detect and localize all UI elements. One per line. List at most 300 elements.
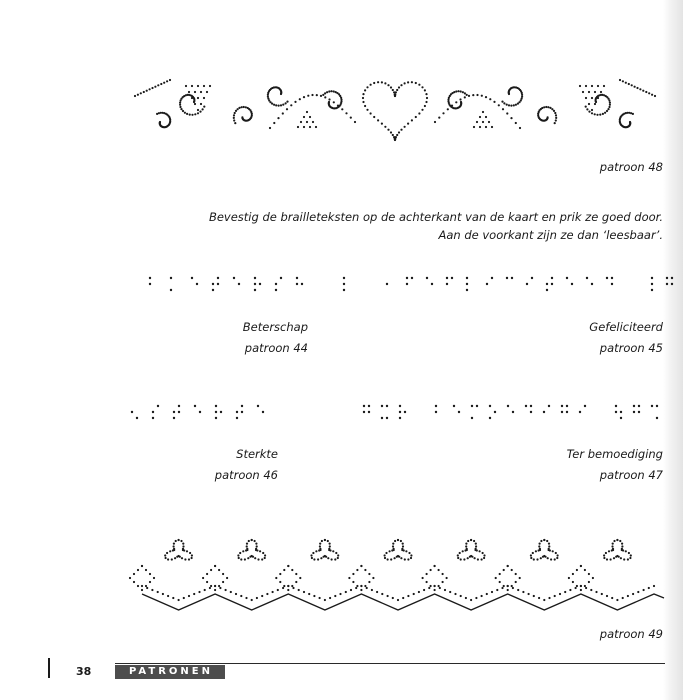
pin-dot xyxy=(407,558,409,560)
pin-dot xyxy=(311,94,313,96)
pin-dot xyxy=(619,79,621,81)
pin-dot xyxy=(343,289,345,291)
pin-dot xyxy=(434,565,436,567)
pin-dot xyxy=(496,589,498,591)
pin-dot xyxy=(254,557,256,559)
pin-dot xyxy=(462,91,464,93)
pin-dot xyxy=(381,405,383,407)
pin-dot xyxy=(622,80,624,82)
pin-dot xyxy=(256,597,258,599)
pin-dot xyxy=(275,289,277,291)
pin-dot xyxy=(546,540,548,542)
pin-dot xyxy=(552,550,554,552)
pin-dot xyxy=(233,277,235,279)
pin-dot xyxy=(309,116,311,118)
pin-dot xyxy=(241,405,243,407)
pin-dot xyxy=(236,417,238,419)
pin-dot xyxy=(143,91,145,93)
pin-dot xyxy=(521,98,523,100)
pin-dot xyxy=(384,554,386,556)
pin-dot xyxy=(214,565,216,567)
pin-dot xyxy=(554,595,556,597)
pin-dot xyxy=(594,91,596,93)
pin-dot xyxy=(381,593,383,595)
pin-dot xyxy=(472,94,474,96)
pin-dot xyxy=(506,277,508,279)
section-tab: PATRONEN xyxy=(115,665,225,679)
pin-dot xyxy=(363,411,365,413)
pin-dot xyxy=(621,545,623,547)
pin-dot xyxy=(320,95,322,97)
pin-dot xyxy=(446,283,448,285)
pin-dot xyxy=(586,277,588,279)
pin-dot xyxy=(426,573,428,575)
pin-dot xyxy=(189,114,191,116)
pin-dot xyxy=(241,411,243,413)
pin-dot xyxy=(594,103,596,105)
pin-dot xyxy=(165,557,167,559)
pin-dot xyxy=(485,116,487,118)
pattern-45-braille xyxy=(385,275,665,297)
pin-dot xyxy=(328,90,330,92)
pin-dot xyxy=(197,109,199,111)
pin-dot xyxy=(267,94,269,96)
pin-dot xyxy=(408,552,410,554)
pin-dot xyxy=(356,585,358,587)
pin-dot xyxy=(425,93,427,95)
pin-dot xyxy=(334,595,336,597)
pin-dot xyxy=(166,552,168,554)
pin-dot xyxy=(313,558,315,560)
pin-dot xyxy=(457,90,459,92)
pin-dot xyxy=(145,585,147,587)
pin-dot xyxy=(611,277,613,279)
pin-dot xyxy=(133,581,135,583)
pin-dot xyxy=(136,417,138,419)
pin-dot xyxy=(535,550,537,552)
pin-dot xyxy=(460,558,462,560)
pin-dot xyxy=(605,552,607,554)
pin-dot xyxy=(633,411,635,413)
pin-dot xyxy=(173,543,175,545)
pin-dot xyxy=(197,85,199,87)
pin-dot xyxy=(319,597,321,599)
pin-dot xyxy=(261,558,263,560)
pin-dot xyxy=(606,110,608,112)
pin-dot xyxy=(209,587,211,589)
pin-dot xyxy=(522,591,524,593)
pin-dot xyxy=(397,599,399,601)
pin-dot xyxy=(282,112,284,114)
pin-dot xyxy=(368,581,370,583)
pin-dot xyxy=(608,106,610,108)
braille-instructions xyxy=(209,208,663,244)
pin-dot xyxy=(471,405,473,407)
pin-dot xyxy=(290,104,292,106)
pin-dot xyxy=(327,540,329,542)
pin-dot xyxy=(384,557,386,559)
pin-dot xyxy=(233,119,235,121)
pin-dot xyxy=(402,597,404,599)
pin-dot xyxy=(173,417,175,419)
pin-dot xyxy=(543,411,545,413)
pin-dot xyxy=(360,565,362,567)
pin-dot xyxy=(186,113,188,115)
pin-dot xyxy=(156,113,158,115)
pin-dot xyxy=(350,117,352,119)
pin-dot xyxy=(619,540,621,542)
pin-dot xyxy=(407,123,409,125)
pin-dot xyxy=(234,112,236,114)
pin-dot xyxy=(470,539,472,541)
pin-dot xyxy=(533,558,535,560)
zigzag-line xyxy=(142,594,664,610)
pin-dot xyxy=(568,577,570,579)
pin-dot xyxy=(194,113,196,115)
pin-dot xyxy=(671,277,673,279)
pin-dot xyxy=(256,545,258,547)
pin-dot xyxy=(464,96,466,98)
pin-dot xyxy=(603,85,605,87)
pin-dot xyxy=(481,595,483,597)
pin-dot xyxy=(294,101,296,103)
pin-dot xyxy=(321,540,323,542)
pin-dot xyxy=(334,558,336,560)
caption-pattern-46 xyxy=(215,447,278,482)
pin-dot xyxy=(137,94,139,96)
pin-dot xyxy=(286,108,288,110)
pin-dot xyxy=(491,126,493,128)
pattern-45-number: patroon 45 xyxy=(599,341,663,355)
pin-dot xyxy=(584,569,586,571)
pin-dot xyxy=(613,540,615,542)
pin-dot xyxy=(257,558,259,560)
pin-dot xyxy=(370,112,372,114)
pin-dot xyxy=(425,101,427,103)
pin-dot xyxy=(533,595,535,597)
pin-dot xyxy=(163,82,165,84)
pin-dot xyxy=(225,589,227,591)
pin-dot xyxy=(398,86,400,88)
pin-dot xyxy=(264,554,266,556)
pin-dot xyxy=(418,591,420,593)
pin-dot xyxy=(390,558,392,560)
pin-dot xyxy=(638,411,640,413)
pin-dot xyxy=(546,289,548,291)
pin-dot xyxy=(495,577,497,579)
pin-dot xyxy=(406,277,408,279)
pin-dot xyxy=(352,573,354,575)
pin-dot xyxy=(634,86,636,88)
pin-dot xyxy=(482,111,484,113)
pin-dot xyxy=(494,411,496,413)
pin-dot xyxy=(210,585,212,587)
pin-dot xyxy=(548,597,550,599)
pin-dot xyxy=(592,577,594,579)
pin-dot xyxy=(343,277,345,279)
pin-dot xyxy=(540,540,542,542)
pattern-47-number: patroon 47 xyxy=(599,468,663,482)
pattern-48-number: patroon 48 xyxy=(599,160,663,174)
pin-dot xyxy=(362,101,364,103)
pin-dot xyxy=(137,585,139,587)
pin-dot xyxy=(666,277,668,279)
pin-dot xyxy=(671,283,673,285)
pin-dot xyxy=(498,104,500,106)
pin-dot xyxy=(430,585,432,587)
pin-dot xyxy=(400,557,402,559)
pin-dot xyxy=(174,557,176,559)
pattern-47-braille xyxy=(362,403,667,425)
pin-dot xyxy=(651,405,653,407)
pin-dot xyxy=(485,96,487,98)
pin-dot xyxy=(612,548,614,550)
pin-dot xyxy=(411,81,413,83)
pin-dot xyxy=(411,119,413,121)
pin-dot xyxy=(363,405,365,407)
pin-dot xyxy=(538,545,540,547)
pin-dot xyxy=(203,85,205,87)
pin-dot xyxy=(251,599,253,601)
pin-dot xyxy=(467,540,469,542)
pin-dot xyxy=(214,585,216,587)
pin-dot xyxy=(643,589,645,591)
pin-dot xyxy=(308,593,310,595)
pin-dot xyxy=(329,545,331,547)
pin-dot xyxy=(255,543,257,545)
pin-dot xyxy=(157,405,159,407)
pin-dot xyxy=(262,411,264,413)
pin-dot xyxy=(392,134,394,136)
pin-dot xyxy=(434,589,436,591)
pin-dot xyxy=(438,569,440,571)
pin-dot xyxy=(517,589,519,591)
pin-dot xyxy=(548,543,550,545)
pin-dot xyxy=(295,581,297,583)
pin-dot xyxy=(404,558,406,560)
pin-dot xyxy=(329,597,331,599)
pin-dot xyxy=(173,411,175,413)
pin-dot xyxy=(470,599,472,601)
pin-dot xyxy=(458,411,460,413)
pin-dot xyxy=(447,108,449,110)
pin-dot xyxy=(364,585,366,587)
pin-dot xyxy=(559,593,561,595)
pin-dot xyxy=(337,557,339,559)
pin-dot xyxy=(510,117,512,119)
pin-dot xyxy=(410,557,412,559)
pin-dot xyxy=(204,589,206,591)
pin-dot xyxy=(215,405,217,407)
pin-dot xyxy=(343,283,345,285)
pin-dot xyxy=(550,558,552,560)
pin-dot xyxy=(287,589,289,591)
instructions-line-1: Bevestig de brailleteksten op de achterkant van de kaart en prik ze goed door. xyxy=(208,210,663,224)
pin-dot xyxy=(149,277,151,279)
pin-dot xyxy=(628,83,630,85)
pin-dot xyxy=(481,558,483,560)
pin-dot xyxy=(179,102,181,104)
pin-dot xyxy=(548,545,550,547)
pin-dot xyxy=(503,585,505,587)
pin-dot xyxy=(386,417,388,419)
pin-dot xyxy=(557,554,559,556)
pin-dot xyxy=(206,581,208,583)
pin-dot xyxy=(182,110,184,112)
pin-dot xyxy=(556,557,558,559)
pin-dot xyxy=(551,108,553,110)
pattern-44-name: Beterschap xyxy=(242,320,308,334)
pin-dot xyxy=(569,589,571,591)
pin-dot xyxy=(312,552,314,554)
pin-dot xyxy=(630,554,632,556)
pin-dot xyxy=(172,597,174,599)
pin-dot xyxy=(170,289,172,291)
pin-dot xyxy=(240,558,242,560)
pin-dot xyxy=(421,86,423,88)
pin-dot xyxy=(366,86,368,88)
pin-dot xyxy=(173,545,175,547)
pin-dot xyxy=(191,277,193,279)
pin-dot xyxy=(633,405,635,407)
pin-dot xyxy=(245,597,247,599)
pin-dot xyxy=(501,587,503,589)
pin-dot xyxy=(235,110,237,112)
pin-dot xyxy=(352,581,354,583)
pin-dot xyxy=(430,569,432,571)
pin-dot xyxy=(404,82,406,84)
pin-dot xyxy=(181,557,183,559)
pin-dot xyxy=(280,277,282,279)
pin-dot xyxy=(625,550,627,552)
pin-dot xyxy=(555,114,557,116)
pin-dot xyxy=(547,557,549,559)
pin-dot xyxy=(515,104,517,106)
pin-dot xyxy=(194,405,196,407)
pin-dot xyxy=(512,411,514,413)
pin-dot xyxy=(426,581,428,583)
pin-dot xyxy=(620,557,622,559)
pin-dot xyxy=(473,126,475,128)
pin-dot xyxy=(238,107,240,109)
pin-dot xyxy=(615,405,617,407)
caption-pattern-44 xyxy=(243,320,308,355)
pin-dot xyxy=(280,104,282,106)
pin-dot xyxy=(247,557,249,559)
pin-dot xyxy=(246,548,248,550)
pin-dot xyxy=(476,94,478,96)
pin-dot xyxy=(146,90,148,92)
pin-dot xyxy=(538,597,540,599)
pin-dot xyxy=(183,549,185,551)
pin-dot xyxy=(561,411,563,413)
pin-dot xyxy=(396,89,398,91)
pin-dot xyxy=(306,121,308,123)
pin-dot xyxy=(645,91,647,93)
pin-dot xyxy=(629,557,631,559)
pin-dot xyxy=(482,552,484,554)
pin-dot xyxy=(604,112,606,114)
pin-dot xyxy=(410,554,412,556)
pin-dot xyxy=(313,595,315,597)
pin-dot xyxy=(541,107,543,109)
pin-dot xyxy=(651,289,653,291)
pin-dot xyxy=(588,573,590,575)
pin-dot xyxy=(464,92,466,94)
pin-dot xyxy=(299,98,301,100)
pin-dot xyxy=(580,565,582,567)
pin-dot xyxy=(182,545,184,547)
pin-dot xyxy=(339,593,341,595)
pin-dot xyxy=(222,573,224,575)
caption-pattern-45 xyxy=(589,320,663,355)
pin-dot xyxy=(371,589,373,591)
pin-dot xyxy=(471,417,473,419)
pin-dot xyxy=(506,112,508,114)
pin-dot xyxy=(454,593,456,595)
pin-dot xyxy=(377,81,379,83)
pin-dot xyxy=(575,587,577,589)
pin-dot xyxy=(381,123,383,125)
pin-dot xyxy=(244,558,246,560)
pin-dot xyxy=(217,277,219,279)
footer-marker-bar xyxy=(48,658,50,678)
pin-dot xyxy=(153,577,155,579)
pin-dot xyxy=(576,585,578,587)
pin-dot xyxy=(510,105,512,107)
pin-dot xyxy=(191,85,193,87)
pin-dot xyxy=(364,89,366,91)
pin-dot xyxy=(434,585,436,587)
pin-dot xyxy=(332,550,334,552)
pin-dot xyxy=(515,122,517,124)
pin-dot xyxy=(415,116,417,118)
pin-dot xyxy=(299,577,301,579)
pin-dot xyxy=(273,104,275,106)
pin-dot xyxy=(576,569,578,571)
pin-dot xyxy=(188,558,190,560)
pin-dot xyxy=(554,558,556,560)
pin-dot xyxy=(571,283,573,285)
pin-dot xyxy=(377,119,379,121)
pin-dot xyxy=(548,405,550,407)
pin-dot xyxy=(555,119,557,121)
pin-dot xyxy=(642,90,644,92)
pin-dot xyxy=(453,405,455,407)
pin-dot xyxy=(648,587,650,589)
pin-dot xyxy=(543,599,545,601)
pin-dot xyxy=(400,84,402,86)
pin-dot xyxy=(184,558,186,560)
pin-dot xyxy=(254,289,256,291)
pin-dot xyxy=(584,405,586,407)
pin-dot xyxy=(525,405,527,407)
pin-dot xyxy=(588,581,590,583)
pin-dot xyxy=(217,283,219,285)
pin-dot xyxy=(517,103,519,105)
pin-dot xyxy=(493,101,495,103)
pin-dot xyxy=(298,589,300,591)
pin-dot xyxy=(405,550,407,552)
pin-dot xyxy=(300,121,302,123)
pin-dot xyxy=(320,557,322,559)
pin-dot xyxy=(485,126,487,128)
pin-dot xyxy=(191,114,193,116)
pin-dot xyxy=(180,99,182,101)
pin-dot xyxy=(133,573,135,575)
pin-dot xyxy=(366,109,368,111)
pin-dot xyxy=(210,569,212,571)
